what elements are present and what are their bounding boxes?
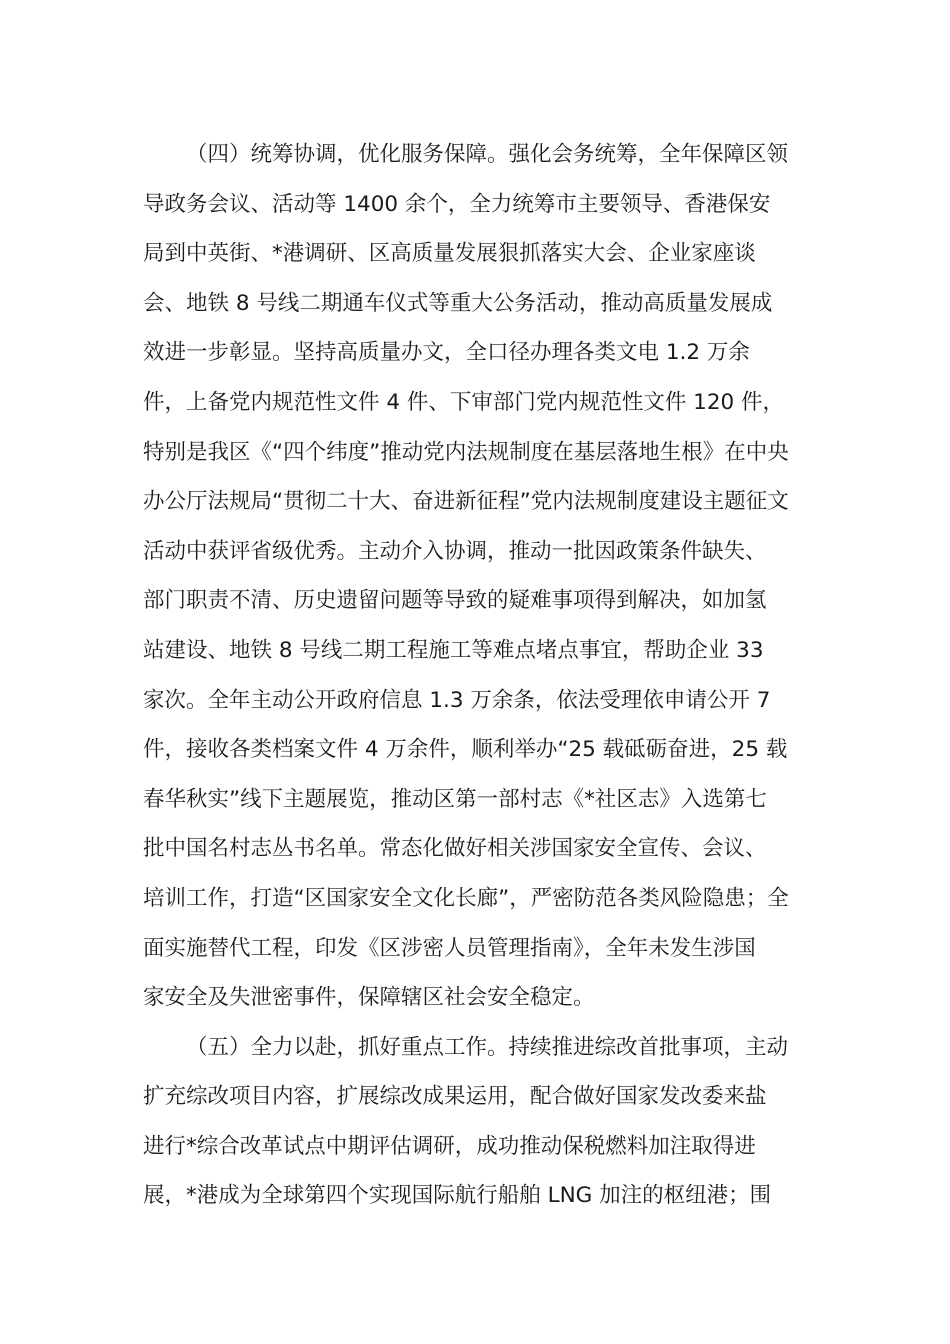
- text-line: 面实施替代工程，印发《区涉密人员管理指南》，全年未发生涉国: [143, 935, 756, 961]
- paragraph-4: [143, 130, 813, 1023]
- text-line: 导政务会议、活动等 1400 余个，全力统筹市主要领导、香港保安: [143, 191, 771, 217]
- text-line: （五）全力以赴，抓好重点工作。持续推进综改首批事项，主动: [186, 1034, 789, 1060]
- text-line: 部门职责不清、历史遗留问题等导致的疑难事项得到解决，如加氢: [143, 588, 767, 614]
- text-line: 批中国名村志丛书名单。常态化做好相关涉国家安全宣传、会议、: [143, 836, 767, 862]
- text-line: 进行*综合改革试点中期评估调研，成功推动保税燃料加注取得进: [143, 1133, 756, 1159]
- text-line: 扩充综改项目内容，扩展综改成果运用，配合做好国家发改委来盐: [143, 1084, 767, 1110]
- text-line: 家次。全年主动公开政府信息 1.3 万余条，依法受理依申请公开 7: [143, 687, 771, 713]
- text-line: 件，接收各类档案文件 4 万余件，顺利举办“25 载砥砺奋进，25 载: [143, 737, 788, 763]
- text-line: 效进一步彰显。坚持高质量办文，全口径办理各类文电 1.2 万余: [143, 340, 750, 366]
- text-line: 局到中英街、*港调研、区高质量发展狠抓落实大会、企业家座谈: [143, 241, 756, 267]
- text-line: 家安全及失泄密事件，保障辖区社会安全稳定。: [143, 985, 595, 1011]
- text-line: 会、地铁 8 号线二期通车仪式等重大公务活动，推动高质量发展成: [143, 290, 773, 316]
- text-line: 件，上备党内规范性文件 4 件、下审部门党内规范性文件 120 件，: [143, 389, 785, 415]
- body-text: [143, 130, 813, 1221]
- paragraph-5: [143, 1023, 813, 1221]
- text-line: 展，*港成为全球第四个实现国际航行船舶 LNG 加注的枢纽港；围: [143, 1183, 772, 1209]
- text-line: （四）统筹协调，优化服务保障。强化会务统筹，全年保障区领: [186, 142, 789, 167]
- text-line: 培训工作，打造“区国家安全文化长廊”，严密防范各类风险隐患；全: [143, 885, 789, 911]
- text-line: 办公厅法规局“贯彻二十大、奋进新征程”党内法规制度建设主题征文: [143, 489, 789, 515]
- text-line: 站建设、地铁 8 号线二期工程施工等难点堵点事宜，帮助企业 33: [143, 637, 764, 663]
- text-line: 春华秋实”线下主题展览，推动区第一部村志《*社区志》入选第七: [143, 786, 767, 812]
- text-line: 特别是我区《“四个纬度”推动党内法规制度在基层落地生根》在中央: [143, 439, 789, 465]
- text-line: 活动中获评省级优秀。主动介入协调，推动一批因政策条件缺失、: [143, 538, 767, 564]
